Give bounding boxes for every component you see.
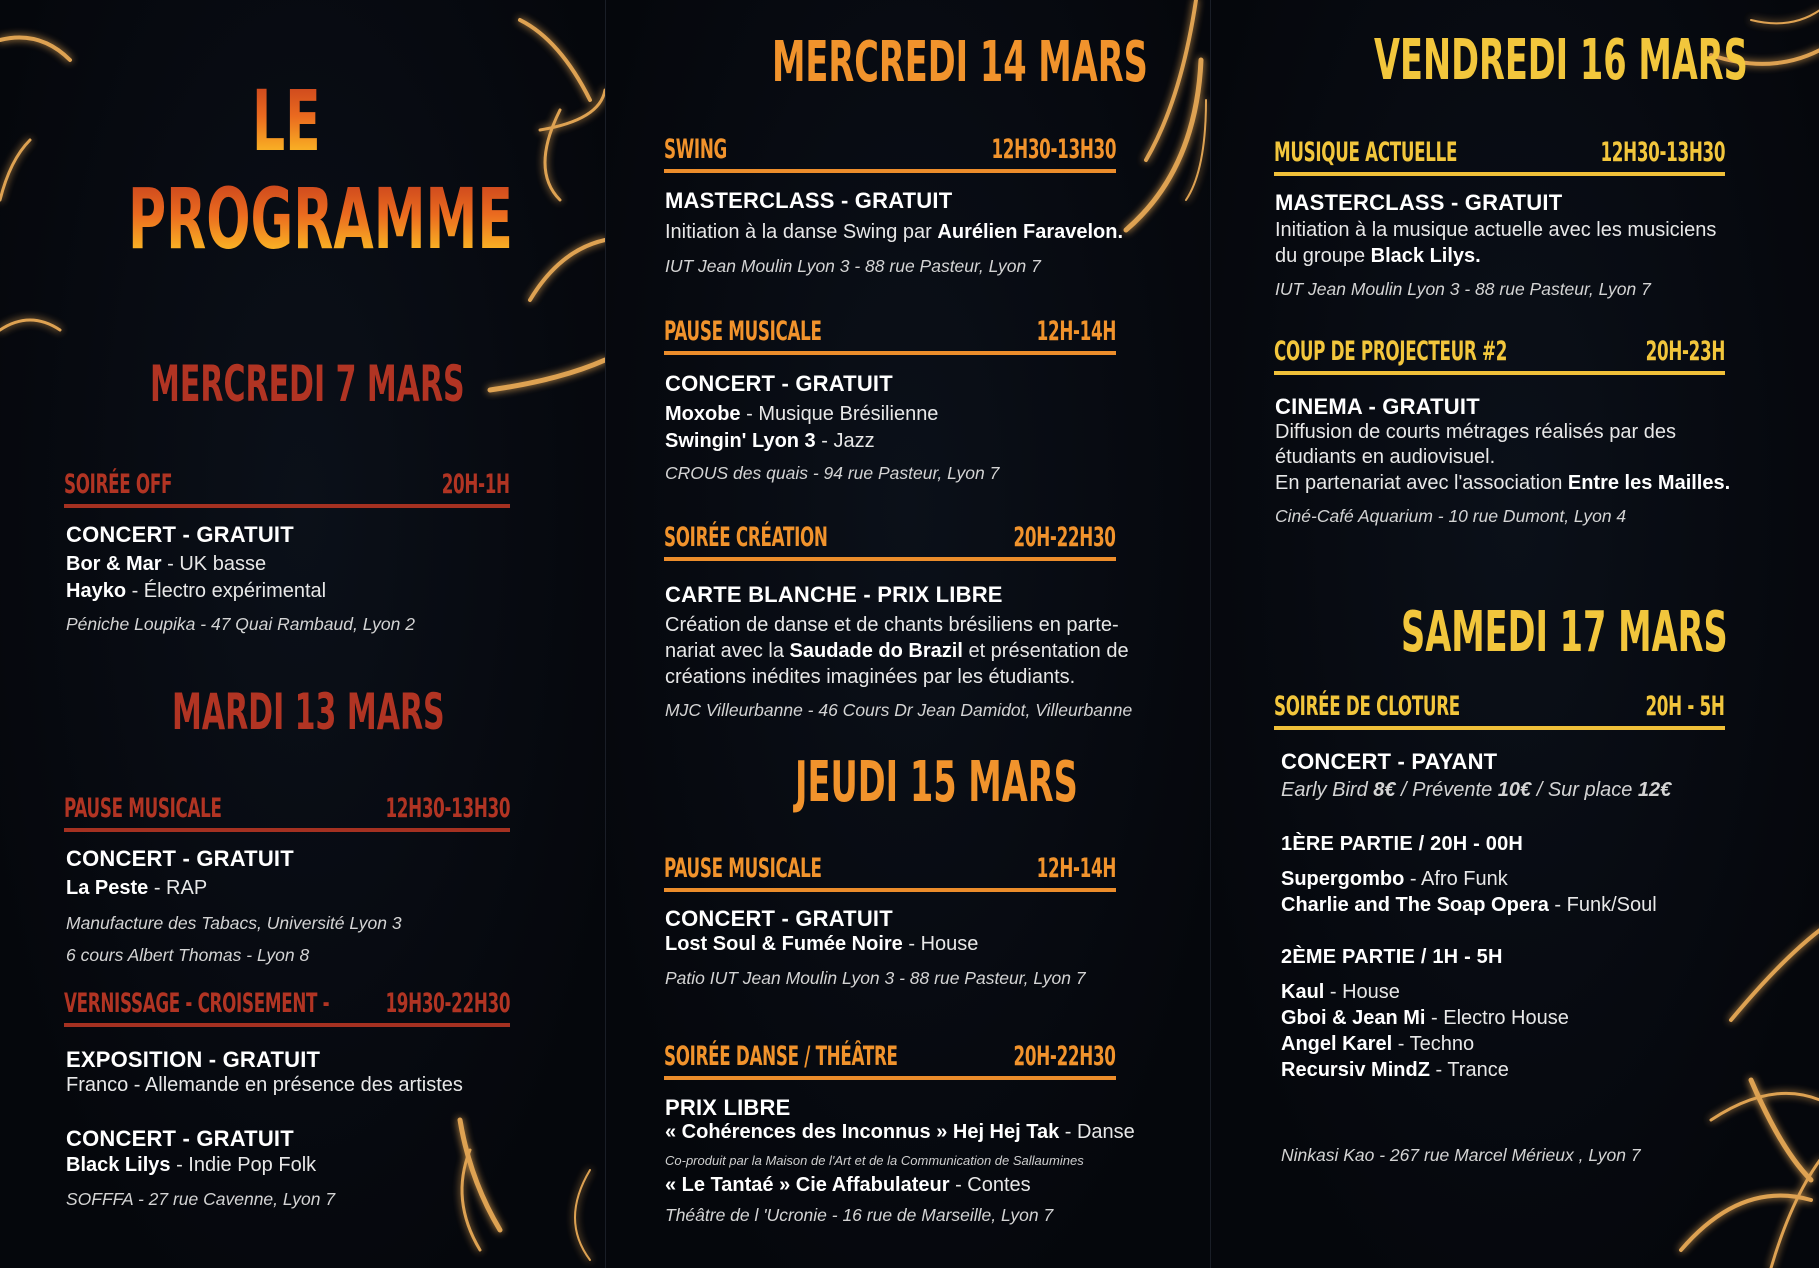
section-header-pause-musicale: [64, 792, 510, 832]
section-time: 12H30-13H30: [1600, 137, 1725, 168]
artist-line: Hayko - Électro expérimental: [66, 580, 327, 602]
event-line: étudiants en audiovisuel.: [1275, 446, 1496, 468]
part-title: 2ÈME PARTIE / 1H - 5H: [1281, 946, 1503, 968]
artist-line: Moxobe - Musique Brésilienne: [665, 403, 939, 425]
artist-line: Bor & Mar - UK basse: [66, 553, 267, 575]
artist-line: Angel Karel - Techno: [1281, 1033, 1475, 1055]
event-line: Diffusion de courts métrages réalisés par des: [1275, 421, 1676, 443]
section-name: MUSIQUE ACTUELLE: [1274, 137, 1458, 168]
section-time: 20H-22H30: [1013, 1041, 1116, 1072]
section-name: SOIRÉE DANSE / THÉÂTRE: [664, 1041, 898, 1072]
section-name: SOIRÉE DE CLOTURE: [1274, 691, 1460, 722]
event-title: CONCERT - GRATUIT: [66, 846, 294, 871]
artist-line: Swingin' Lyon 3 - Jazz: [665, 430, 875, 452]
event-title: CONCERT - GRATUIT: [665, 906, 893, 931]
venue-text: Manufacture des Tabacs, Université Lyon 3: [66, 913, 402, 933]
section-header-pause-musicale-jeudi: [664, 852, 1116, 892]
section-name: PAUSE MUSICALE: [664, 853, 822, 884]
event-title: CONCERT - GRATUIT: [66, 522, 294, 547]
event-title: MASTERCLASS - GRATUIT: [665, 188, 953, 213]
venue-text: 6 cours Albert Thomas - Lyon 8: [66, 945, 310, 965]
middle-panel: [605, 0, 1210, 1268]
artist-line: Supergombo - Afro Funk: [1281, 868, 1508, 890]
artist-line: Black Lilys - Indie Pop Folk: [66, 1154, 317, 1176]
event-title: MASTERCLASS - GRATUIT: [1275, 190, 1563, 215]
coproduction-note: Co-produit par la Maison de l'Art et de la Communication de Sallaumines: [665, 1153, 1084, 1168]
artist-line: La Peste - RAP: [66, 877, 208, 899]
part-title: 1ÈRE PARTIE / 20H - 00H: [1281, 833, 1524, 855]
section-time: 20H-1H: [441, 469, 510, 500]
day-title-mercredi-7: MERCREDI 7 MARS: [150, 355, 465, 413]
event-title: CONCERT - PAYANT: [1281, 749, 1498, 774]
event-line: nariat avec la Saudade do Brazil et présentation de: [665, 640, 1129, 662]
venue-text: Théâtre de l 'Ucronie - 16 rue de Marseille, Lyon 7: [665, 1205, 1054, 1225]
section-time: 20H-23H: [1645, 336, 1725, 367]
section-header-soiree-off: [64, 468, 510, 508]
artist-line: Charlie and The Soap Opera - Funk/Soul: [1281, 894, 1657, 916]
section-header-pause-musicale: [664, 315, 1116, 355]
section-name: PAUSE MUSICALE: [64, 793, 222, 824]
venue-text: SOFFFA - 27 rue Cavenne, Lyon 7: [66, 1189, 336, 1209]
venue-text: CROUS des quais - 94 rue Pasteur, Lyon 7: [665, 463, 1000, 483]
left-panel: [0, 0, 605, 1268]
day-title-mardi-13: MARDI 13 MARS: [172, 683, 445, 741]
section-header-soiree-de-cloture: [1274, 690, 1725, 730]
section-name: SWING: [664, 134, 727, 165]
artist-line: Gboi & Jean Mi - Electro House: [1281, 1007, 1569, 1029]
artist-line: « Le Tantaé » Cie Affabulateur - Contes: [665, 1174, 1031, 1196]
event-title: CARTE BLANCHE - PRIX LIBRE: [665, 582, 1003, 607]
section-time: 12H-14H: [1036, 316, 1116, 347]
day-title-vendredi-16: VENDREDI 16 MARS: [1374, 28, 1748, 93]
section-time: 20H - 5H: [1645, 691, 1725, 722]
artist-line: Recursiv MindZ - Trance: [1281, 1059, 1509, 1081]
section-time: 12H30-13H30: [991, 134, 1116, 165]
title-line-1: LE: [252, 72, 321, 170]
venue-text: IUT Jean Moulin Lyon 3 - 88 rue Pasteur, Lyon 7: [665, 256, 1041, 276]
event-title: CINEMA - GRATUIT: [1275, 394, 1480, 419]
right-panel: [1210, 0, 1819, 1268]
venue-text: Ciné-Café Aquarium - 10 rue Dumont, Lyon 4: [1275, 506, 1627, 526]
event-line: Franco - Allemande en présence des artistes: [66, 1074, 463, 1096]
event-line: Création de danse et de chants brésiliens en parte-: [665, 614, 1119, 636]
event-title: CONCERT - GRATUIT: [665, 371, 893, 396]
day-title-jeudi-15: JEUDI 15 MARS: [795, 750, 1078, 815]
section-name: SOIRÉE CRÉATION: [664, 522, 828, 553]
artist-line: Lost Soul & Fumée Noire - House: [665, 933, 979, 955]
section-time: 12H-14H: [1036, 853, 1116, 884]
artist-line: « Cohérences des Inconnus » Hej Hej Tak - Danse: [665, 1121, 1135, 1143]
section-header-coup-de-projecteur: [1274, 335, 1725, 375]
artist-line: Kaul - House: [1281, 981, 1400, 1003]
section-header-musique-actuelle: [1274, 136, 1725, 176]
section-name: PAUSE MUSICALE: [664, 316, 822, 347]
section-name: VERNISSAGE - CROISEMENT -: [64, 988, 330, 1019]
venue-text: Péniche Loupika - 47 Quai Rambaud, Lyon 2: [66, 614, 415, 634]
event-line: créations inédites imaginées par les étudiants.: [665, 666, 1076, 688]
day-title-mercredi-14: MERCREDI 14 MARS: [772, 30, 1148, 95]
section-header-vernissage: [64, 987, 510, 1027]
section-time: 12H30-13H30: [385, 793, 510, 824]
event-line: Initiation à la musique actuelle avec les musiciens: [1275, 219, 1717, 241]
venue-text: IUT Jean Moulin Lyon 3 - 88 rue Pasteur, Lyon 7: [1275, 279, 1651, 299]
day-title-samedi-17: SAMEDI 17 MARS: [1401, 600, 1728, 665]
title-line-2: PROGRAMME: [128, 170, 513, 268]
venue-text: Ninkasi Kao - 267 rue Marcel Mérieux , Lyon 7: [1281, 1145, 1641, 1165]
section-name: SOIRÉE OFF: [64, 469, 173, 500]
event-line: Initiation à la danse Swing par Aurélien Faravelon.: [665, 221, 1124, 243]
event-line: En partenariat avec l'association Entre les Mailles.: [1275, 472, 1731, 494]
price-line: Early Bird 8€ / Prévente 10€ / Sur place 12€: [1281, 779, 1672, 801]
section-header-soiree-danse: [664, 1040, 1116, 1080]
event-title: CONCERT - GRATUIT: [66, 1126, 294, 1151]
venue-text: MJC Villeurbanne - 46 Cours Dr Jean Damidot, Villeurbanne: [665, 700, 1133, 720]
section-name: COUP DE PROJECTEUR #2: [1274, 336, 1508, 367]
section-header-soiree-creation: [664, 521, 1116, 561]
section-header-swing: [664, 133, 1116, 173]
section-time: 19H30-22H30: [385, 988, 510, 1019]
event-title: PRIX LIBRE: [665, 1095, 791, 1120]
event-title: EXPOSITION - GRATUIT: [66, 1047, 321, 1072]
event-line: du groupe Black Lilys.: [1275, 245, 1481, 267]
venue-text: Patio IUT Jean Moulin Lyon 3 - 88 rue Pasteur, Lyon 7: [665, 968, 1086, 988]
section-time: 20H-22H30: [1013, 522, 1116, 553]
